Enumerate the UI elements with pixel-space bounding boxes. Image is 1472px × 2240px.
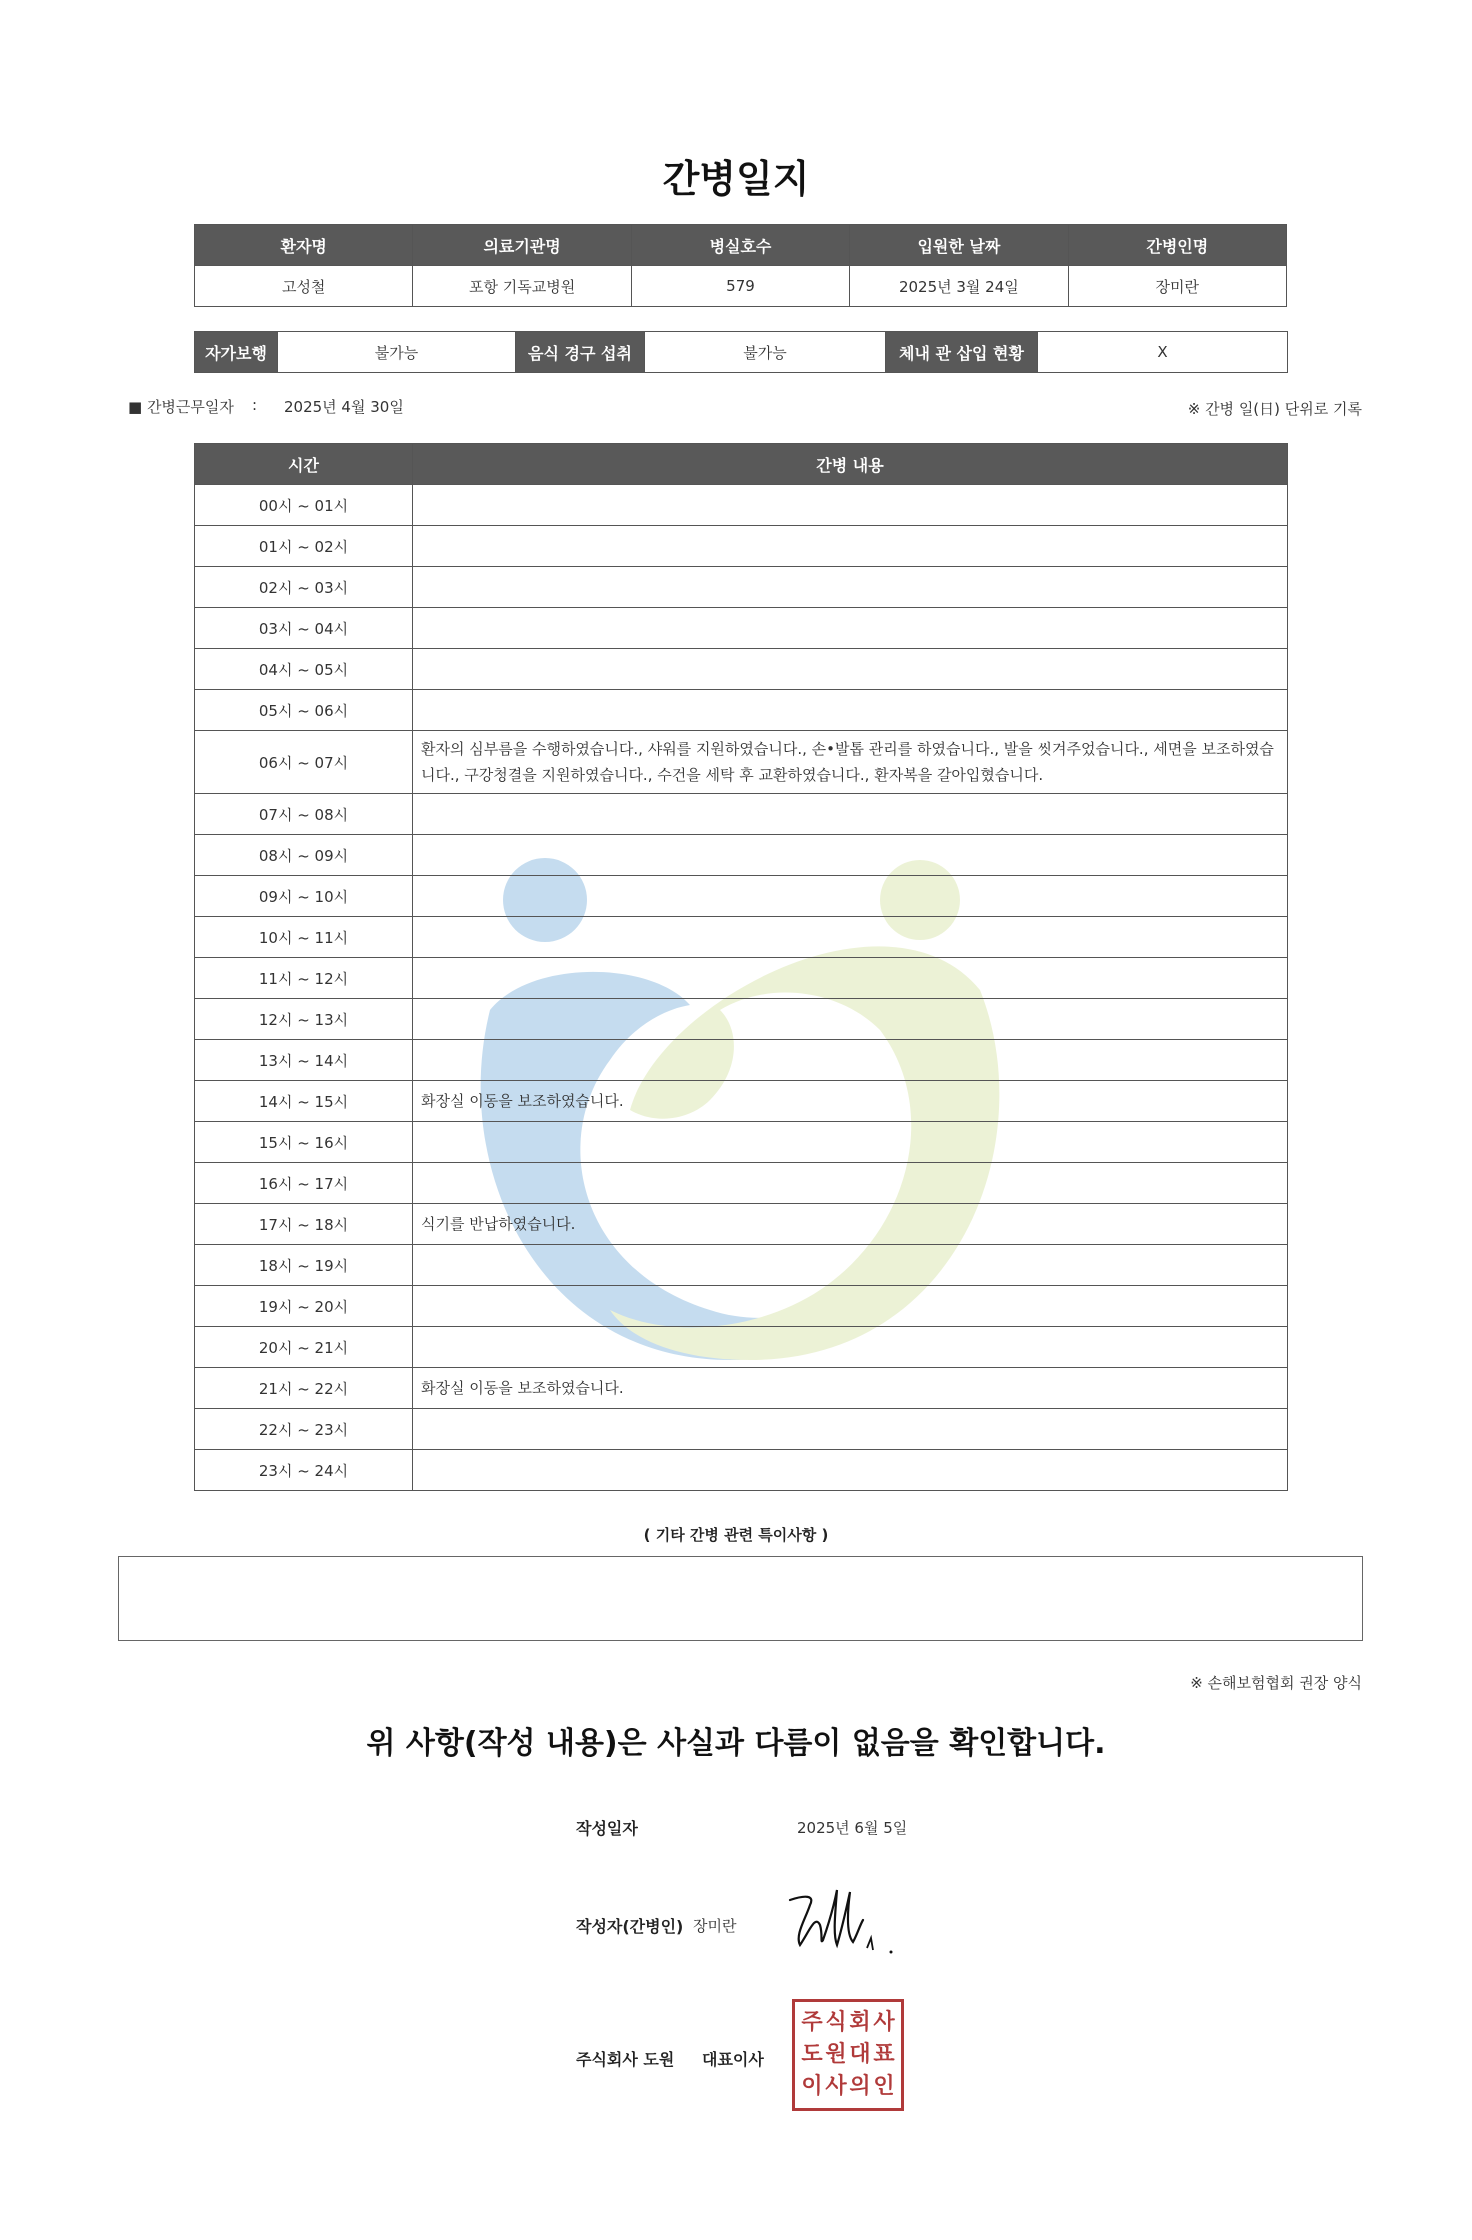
content-cell bbox=[413, 1122, 1288, 1163]
time-cell: 19시 ~ 20시 bbox=[195, 1286, 413, 1327]
content-cell bbox=[413, 1327, 1288, 1368]
time-cell: 18시 ~ 19시 bbox=[195, 1245, 413, 1286]
table-row bbox=[195, 485, 1288, 526]
time-cell: 04시 ~ 05시 bbox=[195, 649, 413, 690]
content-cell bbox=[413, 794, 1288, 835]
table-row bbox=[195, 1368, 1288, 1409]
patient-info-table bbox=[194, 224, 1287, 307]
table-row bbox=[195, 999, 1288, 1040]
time-cell: 05시 ~ 06시 bbox=[195, 690, 413, 731]
table-row bbox=[195, 526, 1288, 567]
table-row bbox=[195, 1081, 1288, 1122]
time-cell: 22시 ~ 23시 bbox=[195, 1409, 413, 1450]
content-cell bbox=[413, 608, 1288, 649]
time-cell: 03시 ~ 04시 bbox=[195, 608, 413, 649]
header-patient-name: 환자명 bbox=[195, 225, 413, 266]
content-cell bbox=[413, 1040, 1288, 1081]
content-cell bbox=[413, 485, 1288, 526]
header-content: 간병 내용 bbox=[413, 444, 1288, 485]
time-cell: 16시 ~ 17시 bbox=[195, 1163, 413, 1204]
tube-label: 체내 관 삽입 현황 bbox=[886, 332, 1038, 373]
time-cell: 08시 ~ 09시 bbox=[195, 835, 413, 876]
time-cell: 00시 ~ 01시 bbox=[195, 485, 413, 526]
work-date-label: ■ 간병근무일자 bbox=[128, 398, 234, 416]
write-date-value: 2025년 6월 5일 bbox=[797, 1819, 908, 1837]
content-cell bbox=[413, 526, 1288, 567]
write-date-label: 작성일자 bbox=[576, 1819, 638, 1838]
admission-date: 2025년 3월 24일 bbox=[850, 266, 1068, 307]
remarks-box bbox=[118, 1556, 1363, 1641]
time-cell: 13시 ~ 14시 bbox=[195, 1040, 413, 1081]
content-cell bbox=[413, 1450, 1288, 1491]
page-title: 간병일지 bbox=[662, 157, 810, 201]
work-date-colon: : bbox=[252, 396, 258, 414]
time-cell: 01시 ~ 02시 bbox=[195, 526, 413, 567]
time-cell: 11시 ~ 12시 bbox=[195, 958, 413, 999]
table-row bbox=[195, 917, 1288, 958]
company-label: 주식회사 도원 bbox=[576, 2050, 675, 2069]
table-row bbox=[195, 1245, 1288, 1286]
table-row bbox=[195, 1286, 1288, 1327]
oral-intake-label: 음식 경구 섭취 bbox=[516, 332, 645, 373]
time-cell: 17시 ~ 18시 bbox=[195, 1204, 413, 1245]
seal-characters: 주 식 회 사 도 원 대 표 이 사 의 인 bbox=[801, 2010, 895, 2099]
content-cell bbox=[413, 567, 1288, 608]
table-row bbox=[195, 649, 1288, 690]
content-cell bbox=[413, 835, 1288, 876]
room-number: 579 bbox=[631, 266, 849, 307]
oral-intake-value: 불가능 bbox=[645, 332, 886, 373]
table-row bbox=[195, 1040, 1288, 1081]
writer-label: 작성자(간병인) bbox=[576, 1917, 684, 1936]
time-cell: 15시 ~ 16시 bbox=[195, 1122, 413, 1163]
table-row bbox=[195, 1163, 1288, 1204]
form-source-note: ※ 손해보험협회 권장 양식 bbox=[1190, 1674, 1362, 1692]
table-row bbox=[195, 1327, 1288, 1368]
time-cell: 09시 ~ 10시 bbox=[195, 876, 413, 917]
patient-name: 고성철 bbox=[195, 266, 413, 307]
walking-label: 자가보행 bbox=[195, 332, 278, 373]
content-cell bbox=[413, 690, 1288, 731]
time-cell: 07시 ~ 08시 bbox=[195, 794, 413, 835]
care-log-table bbox=[194, 443, 1288, 1491]
table-row bbox=[195, 1409, 1288, 1450]
content-cell bbox=[413, 958, 1288, 999]
table-row bbox=[195, 731, 1288, 794]
time-cell: 10시 ~ 11시 bbox=[195, 917, 413, 958]
header-admission-date: 입원한 날짜 bbox=[850, 225, 1068, 266]
writer-name: 장미란 bbox=[693, 1917, 737, 1935]
table-row bbox=[195, 1204, 1288, 1245]
table-row bbox=[195, 958, 1288, 999]
table-row bbox=[195, 608, 1288, 649]
header-hospital: 의료기관명 bbox=[413, 225, 631, 266]
table-row bbox=[195, 794, 1288, 835]
work-date-note: ※ 간병 일(日) 단위로 기록 bbox=[1187, 400, 1362, 418]
patient-status-table bbox=[194, 331, 1288, 373]
content-cell bbox=[413, 1409, 1288, 1450]
company-seal-icon bbox=[792, 1999, 904, 2111]
table-row bbox=[195, 835, 1288, 876]
content-cell bbox=[413, 1163, 1288, 1204]
time-cell: 21시 ~ 22시 bbox=[195, 1368, 413, 1409]
caregiver-name: 장미란 bbox=[1068, 266, 1286, 307]
handwritten-signature-icon bbox=[785, 1880, 905, 1960]
content-cell: 화장실 이동을 보조하였습니다. bbox=[413, 1368, 1288, 1409]
ceo-label: 대표이사 bbox=[702, 2050, 764, 2069]
table-row bbox=[195, 567, 1288, 608]
walking-value: 불가능 bbox=[278, 332, 516, 373]
work-date-value: 2025년 4월 30일 bbox=[284, 398, 404, 416]
time-cell: 02시 ~ 03시 bbox=[195, 567, 413, 608]
content-cell bbox=[413, 917, 1288, 958]
time-cell: 20시 ~ 21시 bbox=[195, 1327, 413, 1368]
content-cell: 식기를 반납하였습니다. bbox=[413, 1204, 1288, 1245]
time-cell: 06시 ~ 07시 bbox=[195, 731, 413, 794]
content-cell bbox=[413, 649, 1288, 690]
confirmation-statement: 위 사항(작성 내용)은 사실과 다름이 없음을 확인합니다. bbox=[366, 1726, 1106, 1761]
tube-value: X bbox=[1038, 332, 1288, 373]
content-cell bbox=[413, 1245, 1288, 1286]
header-time: 시간 bbox=[195, 444, 413, 485]
table-row bbox=[195, 876, 1288, 917]
table-row bbox=[195, 690, 1288, 731]
table-row bbox=[195, 1122, 1288, 1163]
header-caregiver: 간병인명 bbox=[1068, 225, 1286, 266]
remarks-title: ( 기타 간병 관련 특이사항 ) bbox=[643, 1526, 829, 1544]
content-cell: 환자의 심부름을 수행하였습니다., 샤워를 지원하였습니다., 손•발톱 관리를 하였습니다., 발을 씻겨주었습니다., 세면을 보조하였습니다., 구강청결을 지원하였습니다., 수건을 세탁 후 교환하였습니다., 환자복을 갈아입혔습니다. bbox=[413, 731, 1288, 794]
time-cell: 23시 ~ 24시 bbox=[195, 1450, 413, 1491]
content-cell bbox=[413, 876, 1288, 917]
table-row bbox=[195, 1450, 1288, 1491]
content-cell bbox=[413, 1286, 1288, 1327]
content-cell: 화장실 이동을 보조하였습니다. bbox=[413, 1081, 1288, 1122]
time-cell: 12시 ~ 13시 bbox=[195, 999, 413, 1040]
header-room: 병실호수 bbox=[631, 225, 849, 266]
time-cell: 14시 ~ 15시 bbox=[195, 1081, 413, 1122]
content-cell bbox=[413, 999, 1288, 1040]
hospital-name: 포항 기독교병원 bbox=[413, 266, 631, 307]
